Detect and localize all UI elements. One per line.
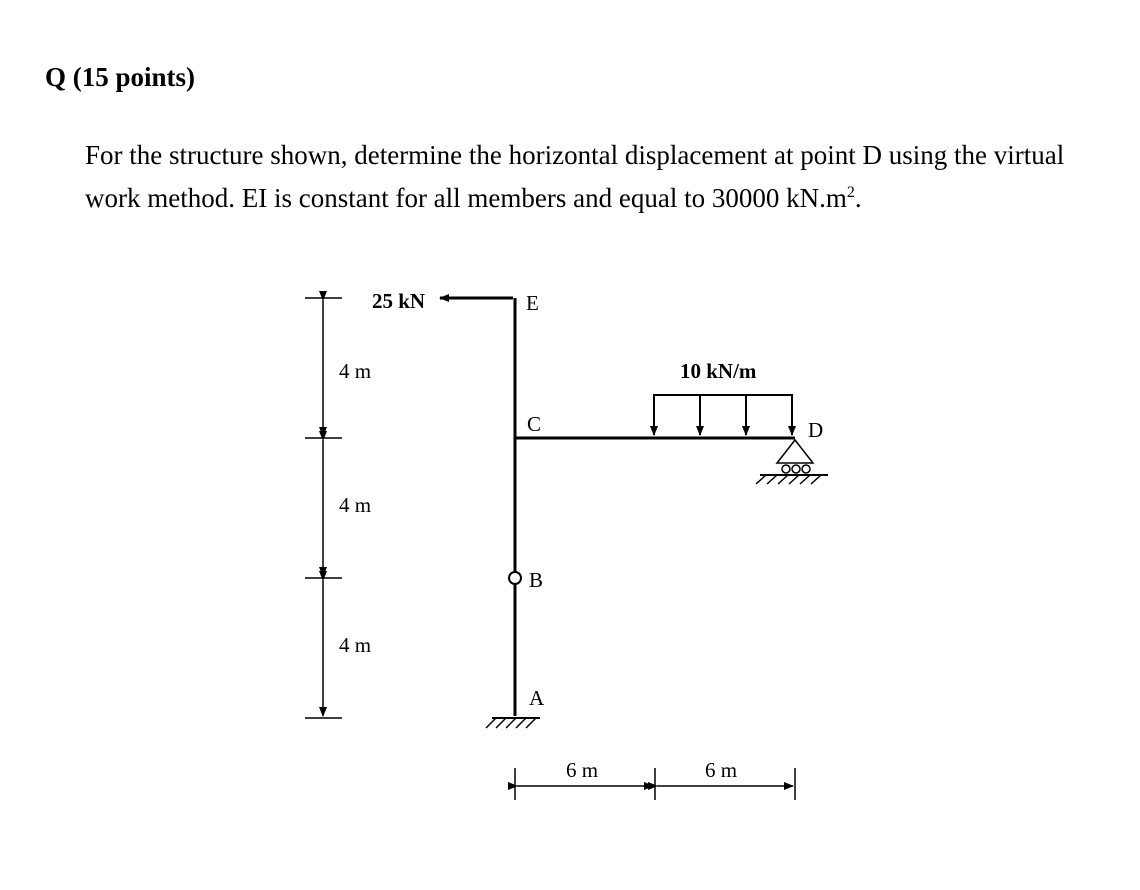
- dim-label-ba: 4 m: [339, 633, 372, 657]
- dim-label-ec: 4 m: [339, 359, 372, 383]
- label-c: C: [527, 412, 542, 436]
- hinge-b: [509, 572, 521, 584]
- question-title: Q (15 points): [45, 62, 196, 92]
- roller-support-d: [756, 440, 828, 484]
- distributed-load: [653, 395, 793, 435]
- label-e: E: [526, 291, 539, 315]
- point-load-label: 25 kN: [372, 289, 426, 313]
- label-a: A: [529, 686, 545, 710]
- horizontal-dimension: [515, 768, 795, 800]
- question-period: .: [854, 183, 862, 213]
- vertical-dimension: [305, 298, 342, 718]
- label-b: B: [529, 568, 544, 592]
- dim-label-middle-d: 6 m: [705, 758, 738, 782]
- fixed-support-a: [486, 718, 540, 728]
- distributed-load-label: 10 kN/m: [680, 359, 757, 383]
- dim-label-cmid: 6 m: [566, 758, 599, 782]
- dim-label-cb: 4 m: [339, 493, 372, 517]
- question-body: For the structure shown, determine the horizontal displacement at point D using the virtual work method. EI is constant for all members and equal to 30000 kN.m: [85, 140, 1065, 213]
- unit-superscript: 2: [846, 184, 855, 201]
- label-d: D: [808, 418, 824, 442]
